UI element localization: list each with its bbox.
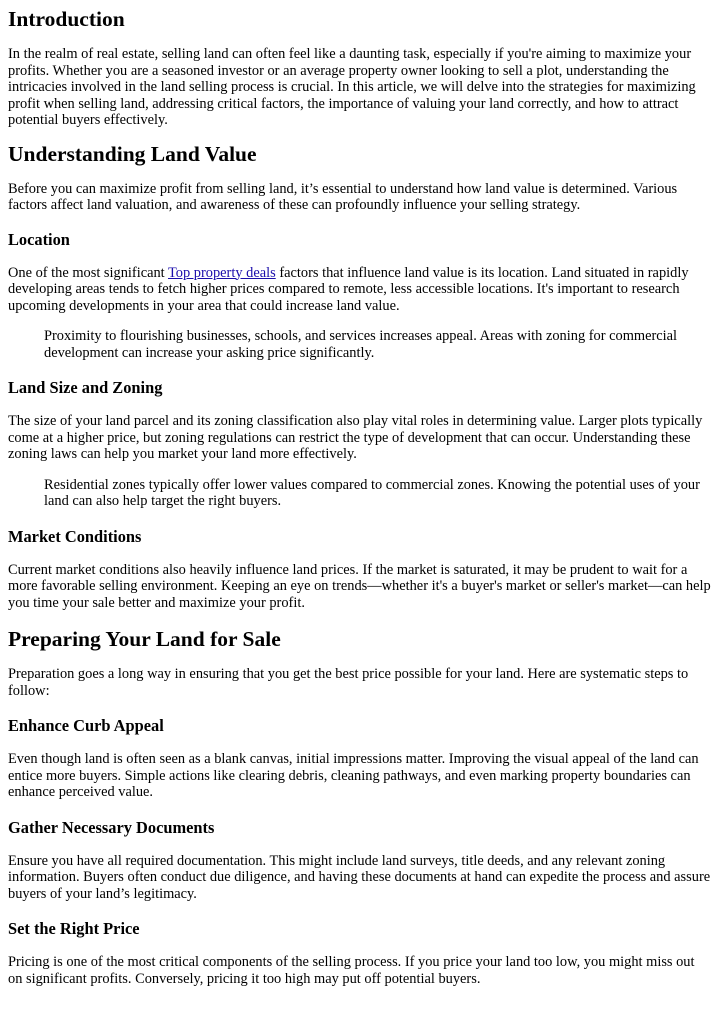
- heading-curb-appeal: Enhance Curb Appeal: [8, 716, 164, 735]
- paragraph-land-value: Before you can maximize profit from selling land, it’s essential to understand how land value is determined. Various factors affect land valuation, and awareness of these can profoundly influence your selling strategy.: [8, 180, 678, 213]
- paragraph-location: [8, 265, 712, 315]
- blockquote-zoning: Residential zones typically offer lower values compared to commercial zones. Knowing the potential uses of your land can also help target the right buyers.: [44, 476, 700, 509]
- location-text-end: factors that influence land value is its location. Land situated in rapidly developing areas tends to fetch higher prices compared to remote, less accessible locations. It's important to research upcoming developments in your area that could increase land value.: [8, 264, 689, 314]
- heading-preparing-land: Preparing Your Land for Sale: [8, 627, 281, 651]
- heading-understanding-land-value: Understanding Land Value: [8, 141, 257, 166]
- paragraph-documents: Ensure you have all required documentation. This might include land surveys, title deeds, and any relevant zoning information. Buyers often conduct due diligence, and having these documents at hand can expedite the process and assure buyers of your land’s legitimacy.: [8, 852, 711, 902]
- location-text-start: One of the most significant: [8, 264, 169, 281]
- blockquote-location: Proximity to flourishing businesses, schools, and services increases appeal. Areas with zoning for commercial development can increase your asking price significantly.: [44, 328, 678, 361]
- heading-documents: Gather Necessary Documents: [8, 817, 215, 837]
- paragraph-curb-appeal: Even though land is often seen as a blank canvas, initial impressions matter. Improving the visual appeal of the land can entice more buyers. Simple actions like clearing debris, cleaning pathways, and even marking property boundaries can enhance perceived value.: [8, 751, 699, 800]
- paragraph-introduction: In the realm of real estate, selling land can often feel like a daunting task, especially if you're aiming to maximize your profits. Whether you are a seasoned investor or an average property owner looking to sell a plot, understanding the intricacies involved in the land selling process is crucial. In this article, we will delve into the strategies for maximizing profit when selling land, addressing critical factors, the importance of valuing your land correctly, and how to attract potential buyers effectively.: [8, 46, 696, 128]
- heading-right-price: Set the Right Price: [8, 919, 140, 938]
- paragraph-right-price: Pricing is one of the most critical components of the selling process. If you price your land too low, you might miss out on significant profits. Conversely, pricing it too high may put off potential buyers.: [8, 954, 695, 987]
- paragraph-market-conditions: Current market conditions also heavily influence land prices. If the market is saturated, it may be prudent to wait for a more favorable selling environment. Keeping an eye on trends—whether it's a buyer's market or seller's market—can help you time your sale better and maximize your profit.: [8, 561, 711, 611]
- heading-location: Location: [8, 229, 70, 249]
- paragraph-land-size: The size of your land parcel and its zoning classification also play vital roles in determining value. Larger plots typically come at a higher price, but zoning regulations can restrict the type of development that can occur. Understanding these zoning laws can help you market your land more effectively.: [8, 413, 703, 462]
- heading-introduction: Introduction: [8, 7, 125, 31]
- article-body: [0, 7, 720, 987]
- top-property-deals-link[interactable]: Top property deals: [168, 264, 276, 281]
- paragraph-preparing-land: Preparation goes a long way in ensuring that you get the best price possible for your land. Here are systematic steps to follow:: [8, 666, 689, 699]
- heading-land-size-zoning: Land Size and Zoning: [8, 378, 163, 397]
- heading-market-conditions: Market Conditions: [8, 526, 142, 546]
